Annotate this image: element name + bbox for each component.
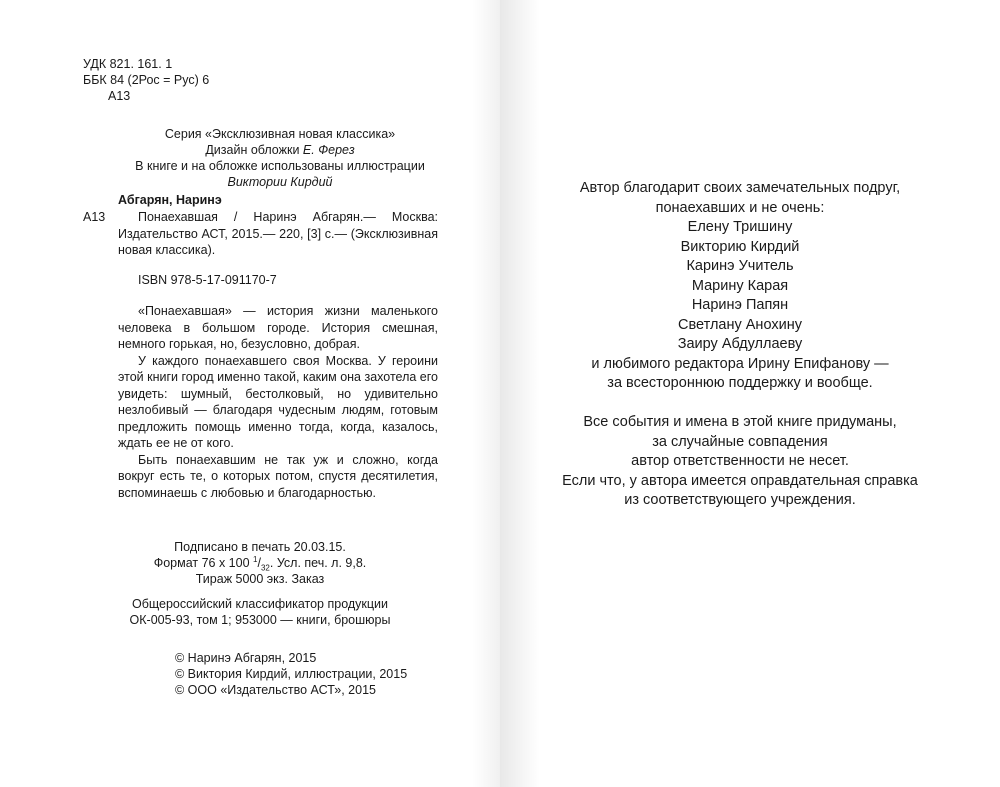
gutter-shadow <box>472 0 500 787</box>
classifier-line: ОК-005-93, том 1; 953000 — книги, брошюры <box>129 613 391 627</box>
classifier-line: Общероссийский классификатор продукции <box>131 597 389 611</box>
disclaimer-line: Если что, у автора имеется оправдательная справка <box>562 472 918 489</box>
acknowledgement-line: Наринэ Папян <box>691 297 789 313</box>
annotation-paragraph: У каждого понаехавшего своя Москва. У героини этой книги город именно такой, каким она захотела его увидеть: шумный, бестолковый, но удивительно незлобивый — благодаря чудесным людям, готовым предложить помощь именно тогда, когда, казалось, ждать ее не от кого. <box>118 353 438 450</box>
bbk-line: ББК 84 (2Рос = Рус) 6 <box>83 73 210 87</box>
print-run: Тираж 5000 экз. Заказ <box>195 572 325 586</box>
illustrations-line: В книге и на обложке использованы иллюстрации <box>135 159 425 173</box>
side-mark: А13 <box>83 210 106 224</box>
acknowledgement-line: за всестороннюю поддержку и вообще. <box>607 375 873 391</box>
cover-design-line <box>100 142 460 159</box>
bibliographic-entry: Понаехавшая / Наринэ Абгарян.— Москва: Издательство АСТ, 2015.— 220, [3] с.— (Эксклюзивная новая классика). <box>118 210 438 257</box>
cover-designer: Е. Ферез <box>302 143 355 157</box>
acknowledgement-line: Автор благодарит своих замечательных подруг, <box>579 180 901 196</box>
disclaimer-line: из соответствующего учреждения. <box>624 492 856 508</box>
acknowledgement-line: и любимого редактора Ирину Епифанову — <box>591 355 889 372</box>
annotation <box>118 303 438 501</box>
cover-design-label: Дизайн обложки <box>205 143 300 157</box>
acknowledgement-line: Викторию Кирдий <box>680 238 800 255</box>
gutter-shadow <box>500 0 540 787</box>
copyright-line: © Виктория Кирдий, иллюстрации, 2015 <box>175 667 408 681</box>
author-mark: А13 <box>108 89 131 103</box>
disclaimer-line: за случайные совпадения <box>652 433 828 450</box>
copyright-line: © Наринэ Абгарян, 2015 <box>175 651 317 665</box>
format-denominator: 32 <box>260 563 270 573</box>
author-heading: Абгарян, Наринэ <box>118 193 222 207</box>
udk-line: УДК 821. 161. 1 <box>83 57 173 71</box>
disclaimer-line: Все события и имена в этой книге придуманы, <box>583 414 897 430</box>
acknowledgement-line: Елену Тришину <box>687 219 793 235</box>
format-suffix: . Усл. печ. л. 9,8. <box>269 556 367 570</box>
format-numerator: 1 <box>253 554 258 564</box>
format-prefix: Формат 76 х 100 <box>153 556 250 570</box>
annotation-paragraph: «Понаехавшая» — история жизни маленького человека в большом городе. История смешная, немного горькая, но, безусловно, добрая. <box>118 304 438 351</box>
isbn: ISBN 978-5-17-091170-7 <box>138 273 277 287</box>
copyright-line: © ООО «Издательство АСТ», 2015 <box>175 683 376 697</box>
acknowledgements <box>540 179 940 394</box>
acknowledgement-line: понаехавших и не очень: <box>655 199 825 216</box>
disclaimer-line: автор ответственности не несет. <box>631 453 849 469</box>
acknowledgement-line: Каринэ Учитель <box>686 258 794 274</box>
signed-for-print: Подписано в печать 20.03.15. <box>174 540 346 554</box>
acknowledgement-line: Заиру Абдуллаеву <box>677 336 803 352</box>
acknowledgement-line: Марину Карая <box>691 277 789 294</box>
format-line: Формат 76 х 100 $^1/_{32}$. Усл. печ. л. 9,8. <box>153 554 367 573</box>
series-line: Серия «Эксклюзивная новая классика» <box>164 127 396 141</box>
acknowledgement-line: Светлану Анохину <box>678 316 802 333</box>
illustrator-name: Виктории Кирдий <box>227 175 333 189</box>
disclaimer <box>540 413 940 511</box>
right-page <box>500 0 1000 787</box>
annotation-paragraph: Быть понаехавшим не так уж и сложно, когда вокруг есть те, о которых потом, спустя десятилетия, вспоминаешь с любовью и благодарностью. <box>118 452 438 500</box>
